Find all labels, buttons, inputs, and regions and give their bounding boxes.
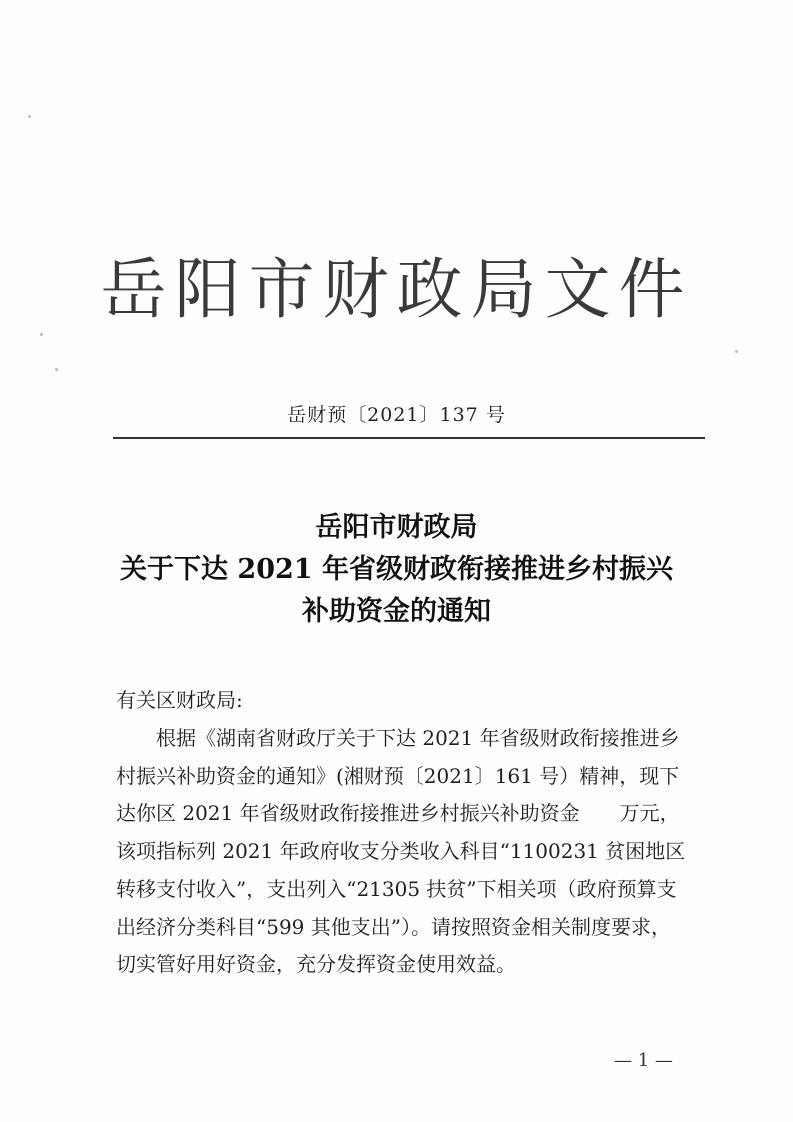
body-line: 达你区 2021 年省级财政衔接推进乡村振兴补助资金 万元，	[116, 801, 680, 826]
scan-speck	[40, 333, 43, 336]
issuer-header-title: 岳阳市财政局文件	[100, 251, 693, 328]
notice-title-line: 关于下达 2021 年省级财政衔接推进乡村振兴	[120, 554, 673, 585]
scan-speck	[55, 368, 58, 371]
notice-title-line: 岳阳市财政局	[315, 512, 478, 543]
scan-speck	[28, 115, 31, 118]
body-line: 根据《湖南省财政厅关于下达 2021 年省级财政衔接推进乡	[156, 726, 680, 750]
notice-title	[0, 507, 793, 633]
salutation: 有关区财政局:	[116, 688, 243, 712]
document-number: 岳财预〔2021〕137 号	[287, 404, 506, 426]
body-line: 切实管好用好资金，充分发挥资金使用效益。	[116, 952, 516, 977]
notice-body	[116, 720, 694, 984]
page-number: — 1 —	[614, 1050, 673, 1071]
body-line: 出经济分类科目“599 其他支出”）。请按照资金相关制度要求，	[116, 914, 671, 939]
body-line: 转移支付收入”，支出列入“21305 扶贫”下相关项（政府预算支	[116, 876, 677, 901]
body-line: 村振兴补助资金的通知》(湘财预〔2021〕161 号）精神，现下	[116, 763, 680, 788]
body-line: 该项指标列 2021 年政府收支分类收入科目“1100231 贫困地区	[116, 839, 686, 864]
scan-speck	[735, 350, 738, 353]
header-divider-line	[113, 437, 705, 439]
notice-title-line: 补助资金的通知	[302, 596, 491, 627]
